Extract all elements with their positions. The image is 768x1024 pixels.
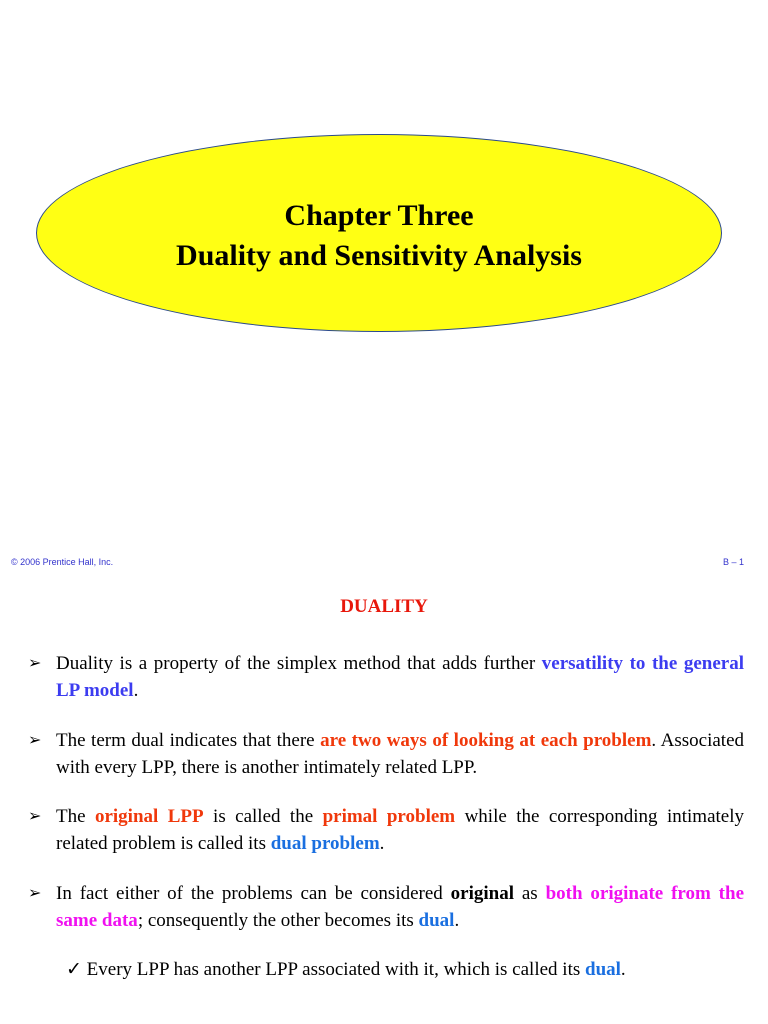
bold-text: original — [450, 883, 514, 904]
bullet-item — [28, 650, 744, 704]
bullet-text: is called the — [203, 806, 323, 827]
check-item — [66, 956, 626, 983]
bullet-text: . Associated with every LPP, there is another intimately related LPP. — [56, 730, 744, 778]
highlight-text: dual — [585, 959, 621, 980]
chapter-title-line2: Duality and Sensitivity Analysis — [176, 239, 582, 272]
highlight-text: original LPP — [94, 806, 204, 827]
bullet-text: . — [454, 910, 460, 931]
bullet-text: Duality is a property of the simplex method that adds further — [56, 653, 542, 674]
bullet-item — [28, 727, 744, 781]
bullet-item — [28, 880, 744, 934]
highlight-text: dual problem — [270, 833, 380, 854]
slide-duality — [0, 578, 768, 1024]
bullet-text: The — [56, 806, 95, 827]
bullet-item — [28, 803, 744, 857]
slide-heading: DUALITY — [340, 596, 428, 617]
chapter-title-line1: Chapter Three — [284, 199, 474, 232]
arrow-bullet-icon: ➢ — [28, 885, 42, 902]
bullet-text: ; consequently the other becomes its — [137, 910, 419, 931]
highlight-text: versatility to the general LP model — [56, 653, 744, 701]
check-text: . — [620, 959, 626, 980]
highlight-text: both originate from the same data — [56, 883, 744, 931]
slide-number: B – 1 — [722, 557, 744, 567]
highlight-text: are two ways of looking at each problem — [320, 730, 652, 751]
arrow-bullet-icon: ➢ — [28, 655, 42, 672]
bullet-text: The term dual indicates that there — [56, 730, 321, 751]
bullet-text: as — [514, 883, 546, 904]
check-text: Every LPP has another LPP associated with it, which is called its — [86, 959, 585, 980]
arrow-bullet-icon: ➢ — [28, 808, 42, 825]
bullet-text: In fact either of the problems can be considered — [56, 883, 451, 904]
checkmark-icon: ✓ — [66, 959, 82, 980]
bullet-text: . — [133, 680, 139, 701]
highlight-text: dual — [418, 910, 455, 931]
arrow-bullet-icon: ➢ — [28, 732, 42, 749]
highlight-text: primal problem — [322, 806, 456, 827]
bullet-text: . — [379, 833, 385, 854]
copyright-footer: © 2006 Prentice Hall, Inc. — [11, 557, 114, 567]
chapter-title — [36, 196, 722, 276]
bullet-text: while the corresponding intimately related problem is called its — [56, 806, 744, 854]
